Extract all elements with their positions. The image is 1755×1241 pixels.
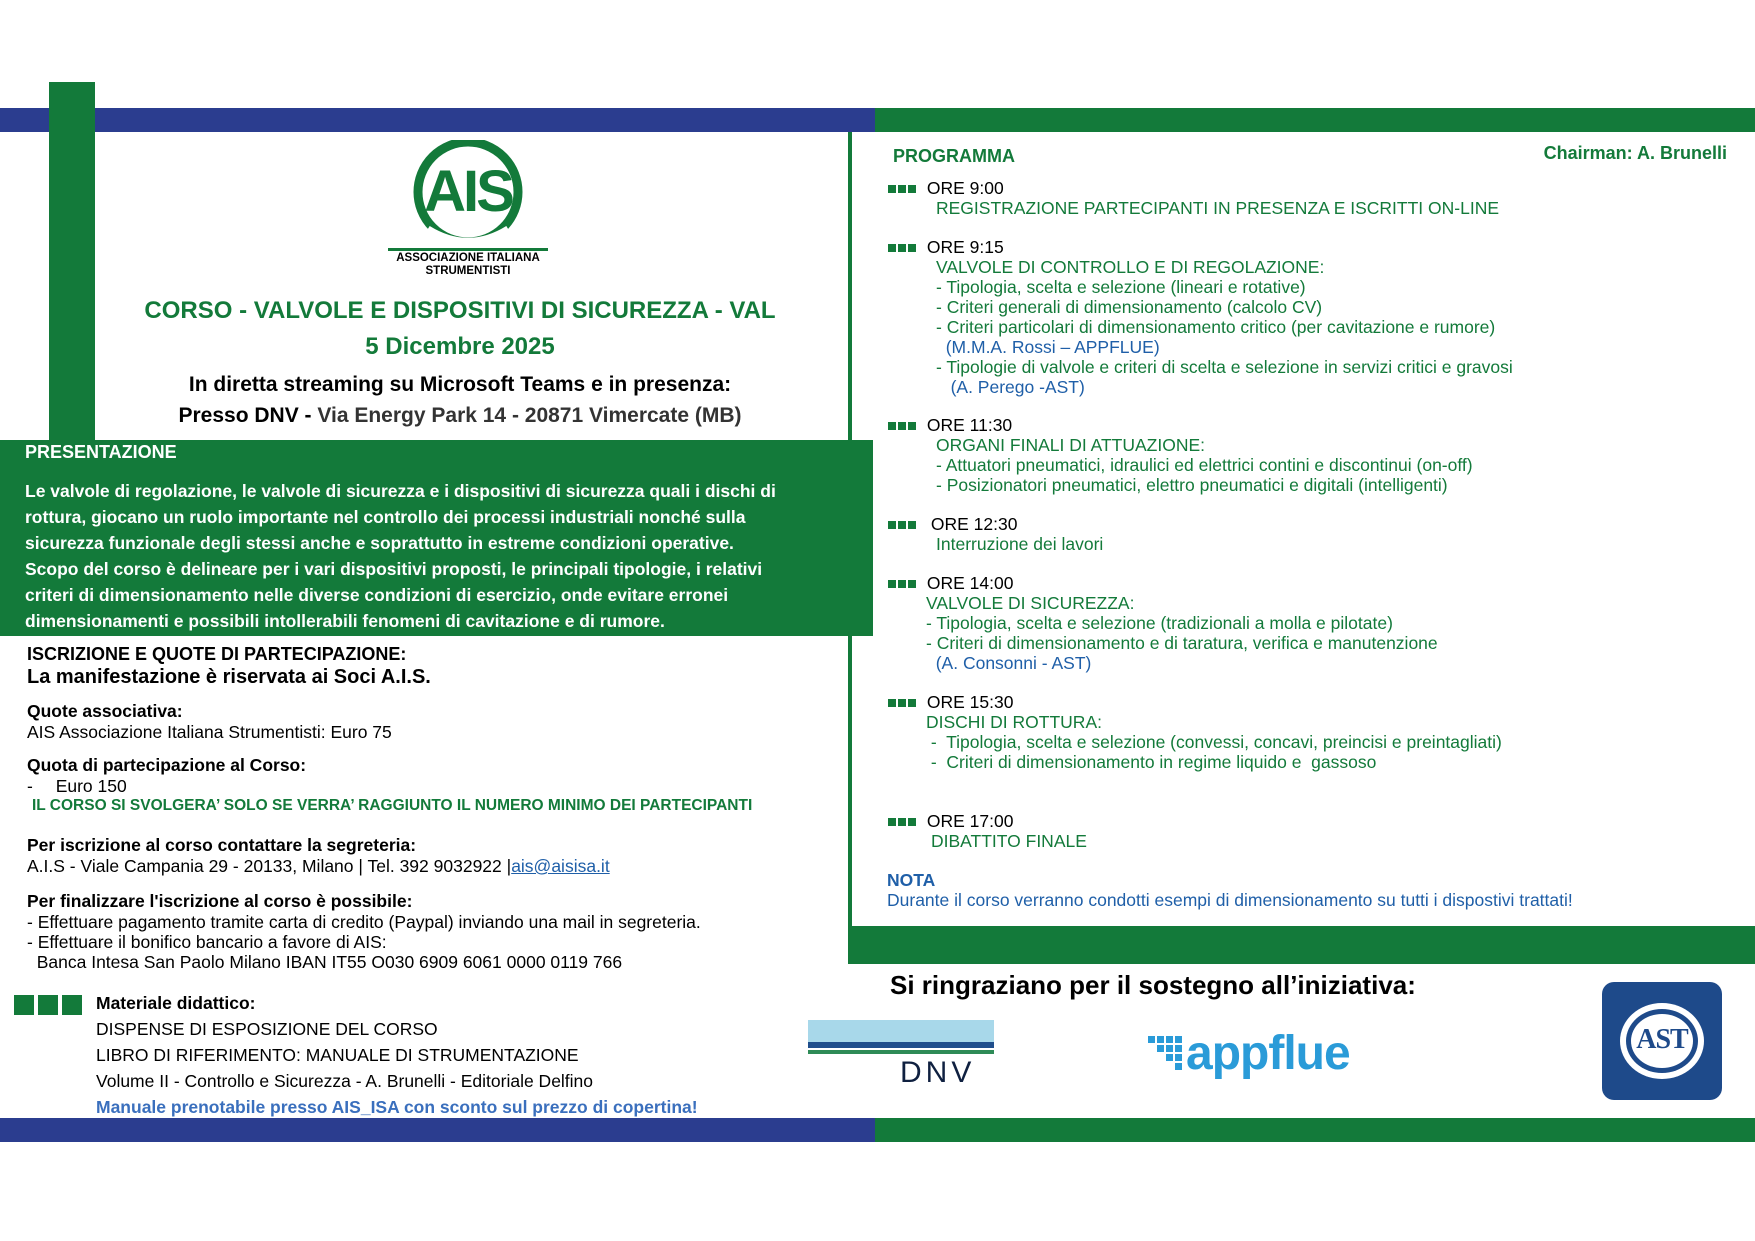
session-bullet-icon xyxy=(888,178,918,198)
contact-row xyxy=(27,856,827,877)
session-line: - Criteri generali di dimensionamento (calcolo CV) xyxy=(936,297,1323,317)
program-session xyxy=(888,573,1438,673)
ais-logo-letters: AIS xyxy=(424,159,512,224)
session-line: DISCHI DI ROTTURA: xyxy=(926,712,1102,732)
session-time-row xyxy=(888,573,1438,593)
program-session xyxy=(888,811,1087,851)
materiale-section xyxy=(96,990,856,1120)
materiale-heading: Materiale didattico: xyxy=(96,993,256,1013)
session-line: DIBATTITO FINALE xyxy=(931,831,1087,851)
session-line: - Criteri di dimensionamento e di taratura, verifica e manutenzione xyxy=(926,633,1438,653)
presentazione-line: dimensionamenti e possibili intollerabili fenomeni di cavitazione e di rumore. xyxy=(25,611,665,631)
session-time: ORE 9:00 xyxy=(926,178,1004,198)
course-date: 5 Dicembre 2025 xyxy=(365,333,555,360)
iscrizione-heading: ISCRIZIONE E QUOTE DI PARTECIPAZIONE: xyxy=(27,644,407,664)
appflue-dots-icon xyxy=(1148,1036,1184,1072)
top-bar-blue xyxy=(0,108,875,132)
session-bullet-icon xyxy=(888,415,918,435)
presentazione-line: Scopo del corso è delineare per i vari dispositivi proposti, le principali tipologie, i relativi xyxy=(25,559,763,579)
iscrizione-section xyxy=(27,644,827,972)
bottom-bar-blue xyxy=(0,1118,875,1142)
materiale-line: DISPENSE DI ESPOSIZIONE DEL CORSO xyxy=(96,1019,438,1039)
finalize-line: Banca Intesa San Paolo Milano IBAN IT55 O030 6909 6061 0000 0119 766 xyxy=(27,952,623,972)
session-time-row xyxy=(888,811,1087,831)
program-session xyxy=(888,415,1473,495)
session-time: ORE 12:30 xyxy=(930,514,1018,534)
session-bullet-icon xyxy=(888,237,918,257)
program-session xyxy=(888,178,1499,218)
presentazione-text xyxy=(25,478,776,634)
sponsors-heading: Si ringraziano per il sostegno all’iniziativa: xyxy=(890,970,1416,1000)
session-time-row xyxy=(888,415,1473,435)
presentazione-line: sicurezza funzionale degli stessi anche e soprattutto in estreme condizioni operative. xyxy=(25,533,734,553)
quota-corso-label: Quota di partecipazione al Corso: xyxy=(27,755,307,775)
session-line: - Tipologie di valvole e criteri di scelta e selezione in servizi critici e gravosi xyxy=(936,357,1513,377)
dnv-logo-text: DNV xyxy=(900,1056,976,1089)
session-time-row xyxy=(888,237,1513,257)
session-speaker: (A. Perego -AST) xyxy=(936,377,1085,397)
finalize-line: - Effettuare pagamento tramite carta di credito (Paypal) inviando una mail in segreteria. xyxy=(27,912,701,932)
materiale-line: LIBRO DI RIFERIMENTO: MANUALE DI STRUMENTAZIONE xyxy=(96,1045,579,1065)
program-session xyxy=(888,514,1103,554)
ais-logo-line2: STRUMENTISTI xyxy=(425,265,511,277)
vertical-green-bar xyxy=(49,82,95,444)
program-session xyxy=(888,237,1513,397)
session-bullet-icon xyxy=(888,811,918,831)
presentazione-line: rottura, giocano un ruolo importante nel controllo dei processi industriali nonché sulla xyxy=(25,507,746,527)
session-time: ORE 9:15 xyxy=(926,237,1004,257)
quote-assoc-value: AIS Associazione Italiana Strumentisti: Euro 75 xyxy=(27,722,392,742)
ast-logo-text: AST xyxy=(1636,1024,1688,1055)
program-session xyxy=(888,692,1502,772)
session-time-row xyxy=(888,692,1502,712)
session-line: - Criteri particolari di dimensionamento critico (per cavitazione e rumore) xyxy=(936,317,1496,337)
session-time: ORE 15:30 xyxy=(926,692,1014,712)
materiale-note: Manuale prenotabile presso AIS_ISA con sconto sul prezzo di copertina! xyxy=(96,1097,698,1117)
session-bullet-icon xyxy=(888,514,918,534)
session-speaker: (M.M.A. Rossi – APPFLUE) xyxy=(936,337,1160,357)
top-bar-green xyxy=(875,108,1755,132)
contact-email-link[interactable]: ais@aisisa.it xyxy=(511,856,610,876)
nota-text: Durante il corso verranno condotti esempi di dimensionamento su tutti i dispostivi trattati! xyxy=(887,890,1573,910)
appflue-logo-text: appflue xyxy=(1186,1027,1350,1080)
contact-value: A.I.S - Viale Campania 29 - 20133, Milano | Tel. 392 9032922 | xyxy=(27,856,512,876)
session-time-row xyxy=(888,178,1499,198)
session-line: REGISTRAZIONE PARTECIPANTI IN PRESENZA E ISCRITTI ON-LINE xyxy=(936,198,1499,218)
venue-line xyxy=(100,404,820,428)
appflue-logo xyxy=(1148,1026,1378,1082)
venue-address: Via Energy Park 14 - 20871 Vimercate (MB) xyxy=(317,404,742,427)
nota-label: NOTA xyxy=(887,870,936,890)
programma-heading: PROGRAMMA xyxy=(893,146,1015,166)
chairman-label: Chairman: A. Brunelli xyxy=(1543,143,1727,163)
session-time: ORE 14:00 xyxy=(926,573,1014,593)
session-bullet-icon xyxy=(888,692,918,712)
quota-corso-row xyxy=(27,776,827,797)
session-time: ORE 11:30 xyxy=(926,415,1013,435)
finalize-label: Per finalizzare l'iscrizione al corso è possibile: xyxy=(27,891,413,911)
session-line: - Criteri di dimensionamento in regime liquido e gassoso xyxy=(926,752,1377,772)
session-speaker: (A. Consonni - AST) xyxy=(926,653,1092,673)
session-time: ORE 17:00 xyxy=(926,811,1014,831)
contact-label: Per iscrizione al corso contattare la segreteria: xyxy=(27,835,417,855)
session-line: - Attuatori pneumatici, idraulici ed elettrici contini e discontinui (on-off) xyxy=(936,455,1473,475)
presentazione-line: criteri di dimensionamento nelle diverse condizioni di esercizio, onde evitare erronei xyxy=(25,585,729,605)
session-line: - Tipologia, scelta e selezione (tradizionali a molla e pilotate) xyxy=(926,613,1393,633)
session-bullet-icon xyxy=(888,573,918,593)
session-line: VALVOLE DI CONTROLLO E DI REGOLAZIONE: xyxy=(936,257,1325,277)
materiale-line: Volume II - Controllo e Sicurezza - A. Brunelli - Editoriale Delfino xyxy=(96,1071,594,1091)
materiale-bullet-icon xyxy=(14,995,84,1015)
finalize-line: - Effettuare il bonifico bancario a favore di AIS: xyxy=(27,932,387,952)
ais-logo-line1: ASSOCIAZIONE ITALIANA xyxy=(396,252,540,264)
reserved-note: La manifestazione è riservata ai Soci A.I.S. xyxy=(27,666,431,688)
quota-corso-dash: - xyxy=(27,776,33,796)
session-line: - Tipologia, scelta e selezione (convessi, concavi, preincisi e preintagliati) xyxy=(926,732,1502,752)
quota-corso-value: Euro 150 xyxy=(55,776,127,796)
ais-logo xyxy=(388,140,548,280)
course-title: CORSO - VALVOLE E DISPOSITIVI DI SICUREZZA - VAL xyxy=(144,297,776,324)
presentazione-box xyxy=(0,440,873,636)
dnv-logo xyxy=(808,1020,994,1090)
session-line: Interruzione dei lavori xyxy=(936,534,1104,554)
session-line: VALVOLE DI SICUREZZA: xyxy=(926,593,1135,613)
venue-prefix: Presso DNV - xyxy=(178,404,312,427)
presentazione-heading: PRESENTAZIONE xyxy=(25,442,177,462)
presentazione-line: Le valvole di regolazione, le valvole di sicurezza e i dispositivi di sicurezza quali i dischi di xyxy=(25,481,776,501)
ast-logo xyxy=(1602,982,1722,1100)
minimum-participants-warning: IL CORSO SI SVOLGERA’ SOLO SE VERRA’ RAGGIUNTO IL NUMERO MINIMO DEI PARTECIPANTI xyxy=(32,797,753,814)
quote-assoc-label: Quote associativa: xyxy=(27,701,183,721)
session-time-row xyxy=(888,514,1103,534)
bottom-bar-green xyxy=(875,1118,1755,1142)
streaming-info: In diretta streaming su Microsoft Teams e in presenza: xyxy=(188,373,732,396)
session-line: - Tipologia, scelta e selezione (lineari e rotative) xyxy=(936,277,1306,297)
session-line: ORGANI FINALI DI ATTUAZIONE: xyxy=(936,435,1206,455)
session-line: - Posizionatori pneumatici, elettro pneumatici e digitali (intelligenti) xyxy=(936,475,1448,495)
